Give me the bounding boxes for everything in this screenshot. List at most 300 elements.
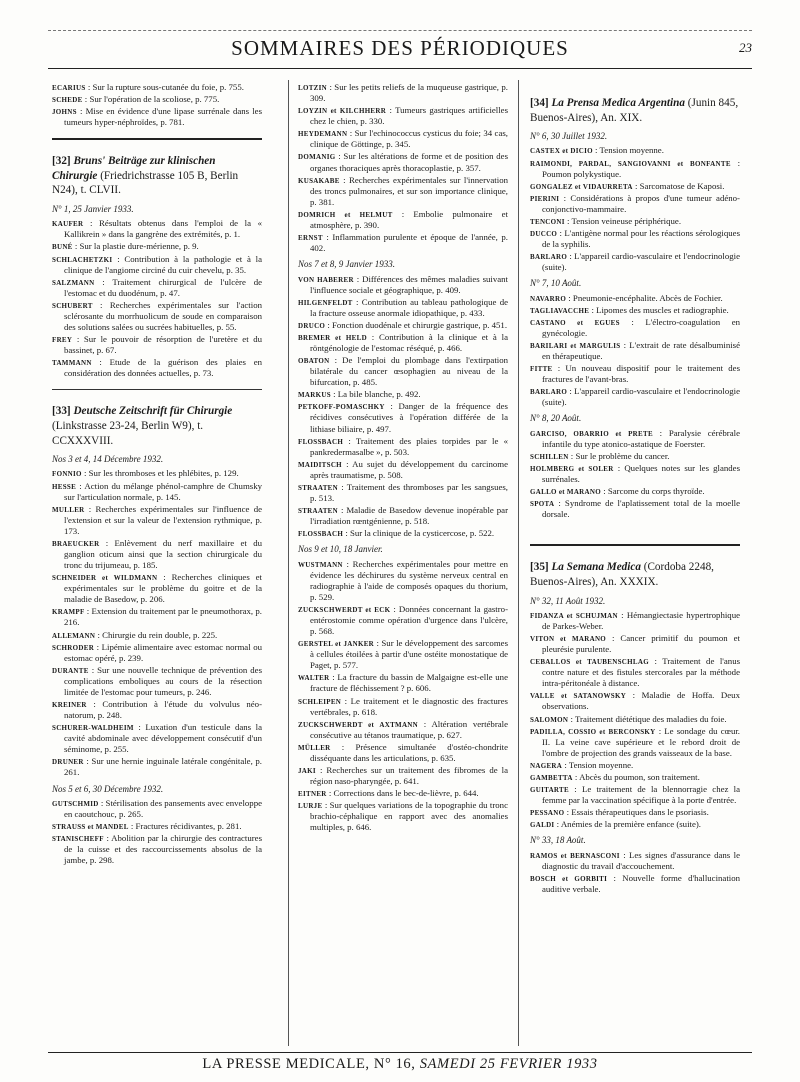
article-entry (52, 642, 262, 664)
article-text: : Embolie pulmonaire et atmosphère, p. 390. (310, 208, 509, 230)
journal-title: La Semana Medica (551, 561, 641, 574)
article-entry (530, 228, 740, 250)
article-text: : Paralysie cérébrale infantile du type atonico-astatique de Foerster. (542, 427, 740, 449)
article-entry (52, 833, 262, 866)
article-entry (530, 498, 740, 520)
article-author: KUSAKABE (298, 176, 340, 185)
article-author: STRAUSS et MANDEL (52, 823, 129, 832)
article-text: : L'électro-coagulation en gynécologie. (542, 316, 740, 338)
article-author: ERNST (298, 234, 323, 243)
article-text: : Sur l'opération de la scoliose, p. 775. (84, 94, 220, 105)
article-author: RAMOS et BERNASCONI (530, 851, 620, 860)
footer-journal: LA PRESSE MEDICALE, N° 16, (202, 1056, 416, 1072)
section-rule (52, 389, 262, 390)
article-text: : Sur une hernie inguinale latérale congénitale, p. 261. (64, 756, 262, 778)
article-author: SCHLACHETZKI (52, 255, 113, 264)
article-author: HOLMBERG et SOLER (530, 464, 614, 473)
article-text: : Sur l'echinococcus cysticus du foie; 34 cas, clinique de Göttinge, p. 345. (310, 128, 508, 150)
article-entry (298, 332, 508, 354)
article-text: : Chirurgie du rein double, p. 225. (97, 629, 218, 640)
article-text: : Traitement chirurgical de l'ulcère de l'estomac et du duodénum, p. 47. (64, 276, 263, 298)
article-text: : Recherches expérimentales sur l'innervation des troncs pulmonaires, et sur son importance clinique, p. 381. (310, 174, 508, 207)
article-author: TENCONI (530, 217, 565, 226)
article-text: : Sur le pouvoir de résorption de l'uretère et du bassinet, p. 67. (64, 334, 262, 356)
article-entry (530, 463, 740, 485)
article-author: SCHUBERT (52, 301, 93, 310)
article-author: LOTZIN (298, 84, 328, 92)
column-1 (52, 82, 262, 867)
article-author: JOHNS (52, 108, 77, 117)
article-author: ALLEMANN (52, 631, 96, 640)
article-author: BUNÉ (52, 243, 73, 252)
article-entry (530, 193, 740, 215)
article-author: FONNIO (52, 470, 82, 479)
article-text: : Action du mélange phénol-camphre de Chumsky sur l'articulation normale, p. 145. (64, 480, 263, 502)
article-text: : La bile blanche, p. 492. (333, 389, 421, 400)
article-text: : L'appareil cardio-vasculaire et l'endocrinologie (suite). (542, 251, 741, 273)
article-list (52, 798, 262, 866)
article-entry (298, 82, 508, 104)
article-list (52, 218, 262, 379)
article-text: : Inflammation purulente et époque de l'année, p. 402. (310, 232, 508, 254)
article-text: : Altération vertébrale consécutive au tétanos traumatique, p. 627. (310, 718, 508, 740)
article-text: : Résultats obtenus dans l'emploi de la « Kallikrein » dans la gangrène des extrémités, p. 1. (64, 218, 262, 240)
article-entry (530, 819, 740, 830)
article-text: : Danger de la fréquence des récidives consécutives à l'opération différée de la lithiase biliaire, p. 497. (310, 401, 508, 434)
article-entry (298, 719, 508, 741)
issue-date: Nos 5 et 6, 30 Décembre 1932. (52, 783, 164, 794)
article-author: GUTSCHMID (52, 799, 99, 808)
article-entry (298, 742, 508, 764)
article-list (298, 559, 508, 834)
journal-number: [33] (52, 405, 71, 418)
article-text: : Sur quelques variations de la topographie du tronc brachio-céphalique en rapport avec des anomalies multiples, p. 646. (310, 800, 508, 833)
article-author: GARCISO, OBARRIO et PRETE (530, 429, 653, 438)
article-entry (52, 722, 262, 755)
article-author: OBATON (298, 357, 330, 366)
article-text: : Sur la clinique de la cysticercose, p. 522. (345, 528, 495, 539)
article-text: : Recherches expérimentales sur l'influence de l'extension et sur la valeur de l'extension rythmique, p. 173. (64, 503, 262, 536)
article-entry (530, 293, 740, 304)
journal-34 (530, 96, 740, 125)
journal-number: [32] (52, 155, 71, 168)
article-author: MULLER (52, 505, 85, 514)
article-text: : Essais thérapeutiques dans le psoriasis. (566, 807, 709, 818)
article-text: : Sur les thromboses et les phlébites, p. 129. (84, 468, 239, 479)
article-author: LURJE (298, 802, 323, 811)
journal-number: [34] (530, 97, 549, 109)
journal-heading (530, 96, 740, 125)
article-entry (530, 656, 740, 689)
article-text: : Anémies de la première enfance (suite). (556, 819, 702, 830)
issue-date: Nos 3 et 4, 14 Décembre 1932. (52, 454, 164, 465)
article-text: : Sur la plastie dure-mérienne, p. 9. (74, 241, 199, 252)
page-number: 23 (739, 40, 752, 55)
article-text: : Le sondage du cœur. II. La veine cave supérieure et le rebord droit de l'ombre de projection des grands vaisseaux de la base. (542, 725, 740, 758)
article-entry (298, 297, 508, 319)
article-author: SCHURER-WALDHEIM (52, 724, 134, 733)
article-entry (530, 610, 740, 632)
article-entry (52, 756, 262, 778)
article-author: VON HABERER (298, 275, 354, 284)
article-entry (298, 604, 508, 637)
article-entry (298, 355, 508, 388)
article-author: SCHNEIDER et WILDMANN (52, 574, 158, 583)
article-entry (530, 305, 740, 316)
column-separator (288, 80, 289, 1046)
continued-entries (52, 82, 262, 128)
article-author: WUSTMANN (298, 560, 343, 569)
article-entry (530, 714, 740, 725)
article-entry (530, 873, 740, 895)
article-text: : Pneumonie-encéphalite. Abcès de Fochier. (568, 292, 723, 303)
journal-heading (52, 404, 262, 448)
journal-heading (530, 560, 740, 589)
top-dashed-rule (48, 30, 752, 31)
article-text: : Recherches expérimentales pour mettre en évidence les déchirures du système nerveux central en radiographie à l'aide de composés opaques du thorium, p. 529. (310, 558, 509, 602)
article-entry (530, 633, 740, 655)
article-author: SCHLEIPEN (298, 697, 342, 706)
journal-publisher: (Cordoba 2248, Buenos-Aires), An. XXXIX. (530, 561, 714, 588)
article-author: SALOMON (530, 715, 569, 724)
article-author: GALLO et MARANO (530, 488, 601, 497)
article-text: : Abolition par la chirurgie des contractures de la cuisse et des raccourcissements absolus de la jambe, p. 298. (64, 833, 263, 866)
article-author: SPOTA (530, 500, 555, 509)
article-text: : Syndrome de l'aplatissement total de la moelle dorsale. (542, 498, 740, 520)
column-3 (530, 82, 740, 896)
article-entry (530, 251, 740, 273)
article-author: STRAATEN (298, 507, 339, 516)
article-entry (298, 105, 508, 127)
article-entry (530, 772, 740, 783)
article-text: : Sur les petits reliefs de la muqueuse gastrique, p. 309. (310, 82, 508, 104)
article-entry (530, 363, 740, 385)
article-author: PESSANO (530, 809, 565, 818)
article-entry (298, 638, 508, 671)
article-text: : L'appareil cardio-vasculaire et l'endocrinologie (suite). (542, 386, 741, 408)
journal-title: Deutsche Zeitschrift für Chirurgie (73, 405, 233, 418)
article-text: : Fonction duodénale et chirurgie gastrique, p. 451. (327, 319, 508, 330)
article-entry (298, 482, 508, 504)
article-author: SCHILLEN (530, 452, 569, 461)
article-entry (298, 175, 508, 208)
article-author: FREY (52, 336, 73, 345)
article-text: : Maladie de Hoffa. Deux observations. (542, 690, 740, 712)
journal-number: [35] (530, 561, 549, 574)
article-entry (298, 128, 508, 150)
article-text: : Quelques notes sur les glandes surrénales. (542, 462, 740, 485)
article-entry (52, 798, 262, 820)
article-text: : Lipomes des muscles et radiographie. (591, 304, 729, 315)
article-list (298, 82, 508, 254)
article-author: GERSTEL et JANKER (298, 640, 375, 649)
article-text: : Sur la rupture sous-cutanée du foie, p. 755. (87, 82, 244, 92)
article-author: MÜLLER (298, 743, 331, 752)
article-text: : Recherches sur un traitement des fibromes de la région naso-pharyngée, p. 641. (310, 765, 508, 787)
article-text: : Sarcomatose de Kaposi. (635, 180, 725, 191)
issue-date: Nos 9 et 10, 18 Janvier. (298, 544, 383, 555)
article-author: ZUCKSCHWERDT et ECK (298, 605, 391, 614)
article-entry (530, 317, 740, 339)
article-author: PETKOFF-POMASCHKY (298, 403, 385, 412)
article-entry (298, 459, 508, 481)
article-text: : Tension moyenne. (595, 145, 664, 156)
article-text: : Etude de la guérison des plaies en considération des données actuelles, p. 73. (64, 357, 262, 379)
article-list (530, 610, 740, 830)
article-entry (530, 145, 740, 156)
article-entry (530, 428, 740, 450)
article-text: : Traitement des thromboses par les sangsues, p. 513. (310, 481, 509, 503)
issue-date: N° 7, 10 Août. (530, 278, 582, 289)
article-text: : Traitement de l'anus contre nature et des fistules stercorales par la méthode intra-péritonéale à distance. (542, 656, 741, 689)
section-rule (530, 544, 740, 546)
article-entry (298, 559, 508, 603)
article-entry (530, 451, 740, 462)
article-author: GONGALEZ et VIDAURRETA (530, 182, 633, 191)
article-entry (530, 690, 740, 712)
article-author: CASTEX et DICIO (530, 147, 593, 156)
article-author: EITNER (298, 790, 327, 799)
article-author: HESSE (52, 482, 77, 491)
article-list (52, 468, 262, 778)
article-entry (530, 386, 740, 408)
journal-heading (52, 154, 262, 198)
article-entry (52, 504, 262, 537)
article-entry (52, 630, 262, 641)
article-entry (52, 665, 262, 698)
footer-date: SAMEDI 25 FEVRIER 1933 (419, 1056, 598, 1072)
article-author: MAIDITSCH (298, 460, 342, 469)
article-author: DRUNER (52, 758, 84, 767)
column-separator (518, 80, 519, 1046)
article-text: : Sur le développement des sarcomes à cellules étoilées à partir d'une ostéite monostatique de Paget, p. 577. (310, 638, 509, 671)
issue-date: N° 1, 25 Janvier 1933. (52, 204, 134, 214)
article-entry (530, 340, 740, 362)
article-author: VITON et MARANO (530, 634, 607, 643)
article-author: ZUCKSCHWERDT et AXTMANN (298, 720, 419, 729)
article-text: : L'extrait de rate désalbuminisé en thérapeutique. (542, 339, 741, 362)
article-author: FIDANZA et SCHUJMAN (530, 611, 618, 620)
issue-date: N° 33, 18 Août. (530, 835, 586, 846)
article-text: : Les signes d'assurance dans le diagnostic du travail d'accouchement. (542, 849, 740, 871)
journal-title: Bruns' Beiträge zur klinischen Chirurgie (52, 155, 216, 182)
article-text: : Recherches expérimentales sur l'action sclérosante du morrhuolicum de soude en comparaison des solutions salées ou sucrées habituelles, p. 55. (64, 299, 262, 333)
article-author: NAVARRO (530, 294, 567, 303)
article-author: LOYZIN et KILCHHERR (298, 107, 387, 116)
article-entry (52, 821, 262, 832)
article-entry (530, 486, 740, 497)
article-entry (530, 760, 740, 771)
article-entry (52, 241, 262, 252)
article-entry (298, 232, 508, 254)
article-text: : Au sujet du développement du carcinome après traumatisme, p. 508. (310, 458, 509, 480)
article-entry (298, 505, 508, 527)
article-entry (530, 158, 740, 180)
article-entry (52, 277, 262, 299)
article-entry (52, 572, 262, 605)
article-author: DOMRICH et HELMUT (298, 210, 393, 219)
article-author: TAMMANN (52, 359, 92, 368)
article-entry (298, 528, 508, 539)
article-text: : Nouvelle forme d'hallucination auditive verbale. (542, 872, 741, 894)
article-text: : Luxation d'un testicule dans la cavité abdominale avec développement consécutif d'un séminome, p. 255. (64, 722, 263, 755)
article-text: : Cancer primitif du poumon et pleurésie purulente. (542, 632, 740, 655)
article-author: DOMANIG (298, 153, 336, 162)
article-text: : Sur les altérations de forme et de position des organes thoraciques après thoracoplastie, p. 357. (310, 151, 509, 173)
article-entry (52, 218, 262, 240)
article-author: KRAMPF (52, 608, 85, 617)
article-entry (298, 765, 508, 787)
article-author: FLOSSBACH (298, 437, 344, 446)
article-list (530, 850, 740, 895)
article-text: : Recherches cliniques et expérimentales sur le problème du goitre et de la maladie de Basedow, p. 206. (64, 572, 262, 605)
article-text: : Sur une nouvelle technique de prévention des complications emboliques au cours de la résection limitée de l'estomac pour tumeurs, p. 246. (64, 664, 262, 697)
journal-33 (52, 404, 262, 448)
article-text: : Tension veineuse périphérique. (566, 215, 682, 226)
article-author: KREINER (52, 701, 87, 709)
article-entry (298, 389, 508, 400)
article-text: : Tumeurs gastriques artificielles chez le chien, p. 330. (310, 105, 509, 127)
article-text: : Contribution à la pathologie et à la clinique de l'angiome circiné du cuir chevelu, p. 35. (64, 253, 262, 275)
article-author: STRAATEN (298, 483, 339, 492)
article-entry (530, 726, 740, 759)
article-text: : Contribution à la clinique et à la röntgénologie de l'estomac réséqué, p. 466. (310, 331, 508, 353)
article-text: : Extension du traitement par le pneumothorax, p. 216. (64, 606, 263, 628)
article-entry (530, 807, 740, 818)
article-text: : Présence simultanée d'ostéo-chondrite disséquante dans les articulations, p. 635. (310, 741, 508, 763)
page-title: SOMMAIRES DES PÉRIODIQUES (231, 36, 569, 60)
article-entry (52, 82, 262, 93)
article-author: BRAEUCKER (52, 539, 100, 548)
article-author: KAUFER (52, 220, 84, 229)
article-author: CASTANO et EGUES (530, 318, 620, 327)
article-entry (298, 672, 508, 694)
journal-35 (530, 560, 740, 589)
article-author: SCHEDE (52, 96, 83, 105)
article-author: STANISCHEFF (52, 835, 104, 844)
article-author: PIERINI (530, 194, 560, 203)
article-entry (52, 334, 262, 356)
article-entry (52, 106, 262, 128)
article-text: : Traitement des plaies torpides par le « pankredermasalbe », p. 503. (310, 435, 508, 457)
article-entry (52, 538, 262, 571)
article-entry (298, 436, 508, 458)
article-entry (298, 320, 508, 331)
article-author: NAGERA (530, 761, 563, 770)
article-author: BREMER et HELD (298, 333, 367, 342)
article-entry (52, 481, 262, 503)
article-author: RAIMONDI, PARDAL, SANGIOVANNI et BONFANTE (530, 159, 731, 168)
article-text: : Maladie de Basedow devenue inopérable par l'irradiation rœntgénienne, p. 518. (310, 505, 508, 527)
article-entry (298, 274, 508, 296)
section-rule (52, 138, 262, 140)
article-entry (298, 788, 508, 799)
article-text: : Stérilisation des pansements avec enveloppe en caoutchouc, p. 265. (64, 797, 262, 819)
article-author: BOSCH et GORBITI (530, 874, 608, 883)
header-rule (48, 68, 752, 69)
article-text: : Données concernant la gastro-entérostomie comme opération d'urgence dans l'ulcère, p. 568. (310, 603, 509, 637)
article-text: : Enlèvement du nerf maxillaire et du ganglion oticum ainsi que la section chirurgicale du tronc du trijumeau, p. 185. (64, 537, 263, 571)
issue-date: N° 6, 30 Juillet 1932. (530, 131, 608, 142)
article-list (530, 293, 740, 409)
footer-rule (48, 1052, 752, 1053)
article-text: : Corrections dans le bec-de-lièvre, p. 644. (328, 788, 479, 799)
issue-date: N° 8, 20 Août. (530, 413, 582, 424)
article-entry (52, 357, 262, 379)
article-author: HEYDEMANN (298, 130, 348, 139)
article-text: : Sarcome du corps thyroïde. (603, 486, 705, 497)
issue-date: Nos 7 et 8, 9 Janvier 1933. (298, 259, 395, 270)
article-author: MARKUS (298, 391, 331, 400)
article-entry (298, 696, 508, 718)
article-author: HILGENFELDT (298, 298, 353, 307)
article-entry (52, 606, 262, 628)
journal-32 (52, 154, 262, 198)
article-text: : Contribution à l'étude du volvulus néo-natorum, p. 248. (64, 699, 262, 721)
article-text: : Poumon polykystique. (542, 157, 741, 179)
article-author: CEBALLOS et TAUBENSCHLAG (530, 658, 649, 667)
article-text: : Tension moyenne. (564, 759, 634, 770)
page-header (48, 36, 752, 68)
article-text: : Fractures récidivantes, p. 281. (130, 821, 242, 832)
journal-title: La Prensa Medica Argentina (551, 97, 685, 109)
article-author: BARLARO (530, 253, 568, 262)
article-author: BARILARI et MARGULIS (530, 341, 621, 350)
journal-publisher: (Linkstrasse 23-24, Berlin W9), t. CCXXXVIII. (52, 419, 204, 447)
article-author: SALZMANN (52, 278, 95, 287)
article-text: : De l'emploi du plombage dans l'extirpation bilatérale du cancer œsophagien au niveau de la bifurcation, p. 485. (310, 355, 509, 388)
article-text: : Hémangiectasie hypertrophique de Parkes-Weber. (542, 609, 741, 631)
article-entry (530, 784, 740, 806)
article-author: GALDI (530, 821, 555, 830)
article-text: : Un nouveau dispositif pour le traitement des fractures de l'avant-bras. (542, 363, 740, 385)
column-2 (298, 82, 508, 835)
article-entry (52, 468, 262, 479)
article-text: : Le traitement et le diagnostic des fractures vertébrales, p. 618. (310, 695, 508, 717)
article-author: ECARIUS (52, 84, 86, 92)
article-text: : Le traitement de la blennorragie chez la femme par la vaccination spécifique à la porte d'entrée. (542, 784, 741, 806)
article-author: BARLARO (530, 388, 568, 397)
article-text: : Traitement diététique des maladies du foie. (570, 713, 727, 724)
article-list (530, 145, 740, 273)
article-author: JAKI (298, 767, 316, 776)
article-author: GUITARTE (530, 786, 569, 794)
article-entry (530, 181, 740, 192)
article-entry (298, 800, 508, 833)
article-author: DURANTE (52, 666, 89, 675)
article-text: : Mise en évidence d'une lipase surrénale dans les tumeurs hyper-néphroïdes, p. 781. (64, 106, 262, 128)
article-text: : Abcès du poumon, son traitement. (574, 771, 700, 782)
issue-date: N° 32, 11 Août 1932. (530, 595, 606, 606)
article-entry (530, 216, 740, 227)
article-author: DRUCO (298, 321, 326, 330)
article-text: : Lipémie alimentaire avec estomac normal ou estomac opéré, p. 239. (64, 641, 263, 663)
article-text: : L'antigène normal pour les réactions sérologiques de la syphilis. (542, 228, 740, 250)
article-author: SCHRODER (52, 643, 95, 652)
article-author: WALTER (298, 674, 330, 683)
article-text: : La fracture du bassin de Malgaigne est-elle une fracture de fléchissement ? p. 606. (310, 672, 508, 694)
article-entry (52, 254, 262, 276)
article-author: GAMBETTA (530, 773, 573, 782)
article-entry (298, 209, 508, 231)
article-text: : Considérations à propos d'une tumeur adéno-conjonctivo-mammaire. (542, 192, 740, 214)
article-list (530, 428, 740, 521)
article-text: : Contribution au tableau pathologique de la fracture osseuse anormale idiopathique, p. 433. (310, 296, 509, 318)
article-author: FITTE (530, 365, 553, 374)
article-text: : Différences des mêmes maladies suivant l'influence sociale et géographique, p. 409. (310, 273, 508, 295)
article-text: : Sur le problème du cancer. (570, 450, 670, 461)
article-entry (52, 300, 262, 333)
